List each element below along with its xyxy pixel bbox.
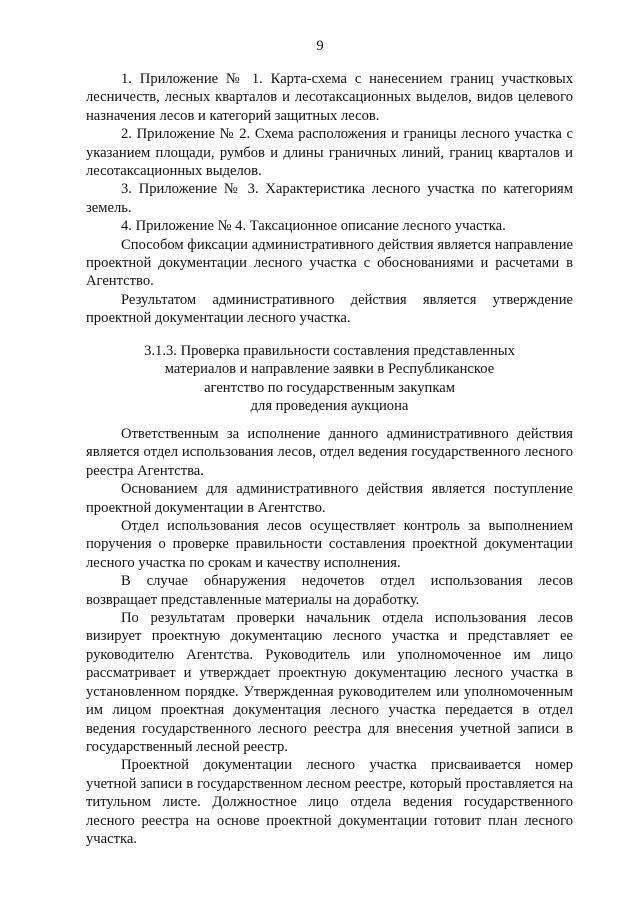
section-heading-line: агентство по государственным закупкам bbox=[204, 379, 455, 396]
paragraph-appendix-2: 2. Приложение № 2. Схема расположения и границы лесного участка с указанием площади, румбов и длины граничных линий, границ кварталов и лесотаксационных выделов. bbox=[86, 126, 573, 180]
section-heading-line: для проведения аукциона bbox=[250, 398, 409, 415]
paragraph-approval: По результатам проверки начальник отдела использования лесов визирует проектную документацию лесного участка и представляет ее руководителю Агентства. Руководитель или уполномоченное им лицо рассматривает и утверждает проектную документацию лесного участка в установленном порядке. Утвержденная руководителем или уполномоченным им лицом проектная документация лесного участка передается в отдел ведения государственного лесного реестра для внесения учетной записи в государственный лесной реестр. bbox=[86, 610, 573, 755]
appendix-list bbox=[86, 70, 573, 328]
paragraph-responsible: Ответственным за исполнение данного административного действия является отдел использования лесов, отдел ведения государственного лесного реестра Агентства. bbox=[86, 426, 573, 479]
paragraph-fixation-method: Способом фиксации административного действия является направление проектной документации лесного участка с обоснованиями и расчетами в Агентство. bbox=[86, 236, 573, 290]
paragraph-control: Отдел использования лесов осуществляет контроль за выполнением поручения о проверке правильности составления проектной документации лесного участка по срокам и качеству исполнения. bbox=[86, 518, 573, 571]
section-body bbox=[86, 425, 573, 848]
paragraph-registry-number: Проектной документации лесного участка присваивается номер учетной записи в государственном лесном реестре, который проставляется на титульном листе. Должностное лицо отдела ведения государственного лесного реестра на основе проектной документации готовит план лесного участка. bbox=[86, 757, 573, 847]
paragraph-result: Результатом административного действия является утверждение проектной документации лесного участка. bbox=[86, 291, 573, 327]
paragraph-appendix-3: 3. Приложение № 3. Характеристика лесного участка по категориям земель. bbox=[86, 181, 573, 216]
paragraph-appendix-1: 1. Приложение № 1. Карта-схема с нанесением границ участковых лесничеств, лесных кварталов и лесотаксационных выделов, видов целевого назначения лесов и категорий защитных лесов. bbox=[86, 71, 573, 124]
section-heading bbox=[86, 342, 573, 416]
paragraph-basis: Основанием для административного действия является поступление проектной документации в Агентство. bbox=[86, 481, 573, 516]
paragraph-appendix-4: 4. Приложение № 4. Таксационное описание лесного участка. bbox=[121, 218, 506, 235]
section-heading-line: 3.1.3. Проверка правильности составления представленных bbox=[144, 343, 515, 359]
section-heading-line: материалов и направление заявки в Республиканское bbox=[164, 361, 495, 378]
paragraph-defects: В случае обнаружения недочетов отдел использования лесов возвращает представленные материалы на доработку. bbox=[86, 573, 573, 608]
page-number: 9 bbox=[316, 38, 324, 54]
